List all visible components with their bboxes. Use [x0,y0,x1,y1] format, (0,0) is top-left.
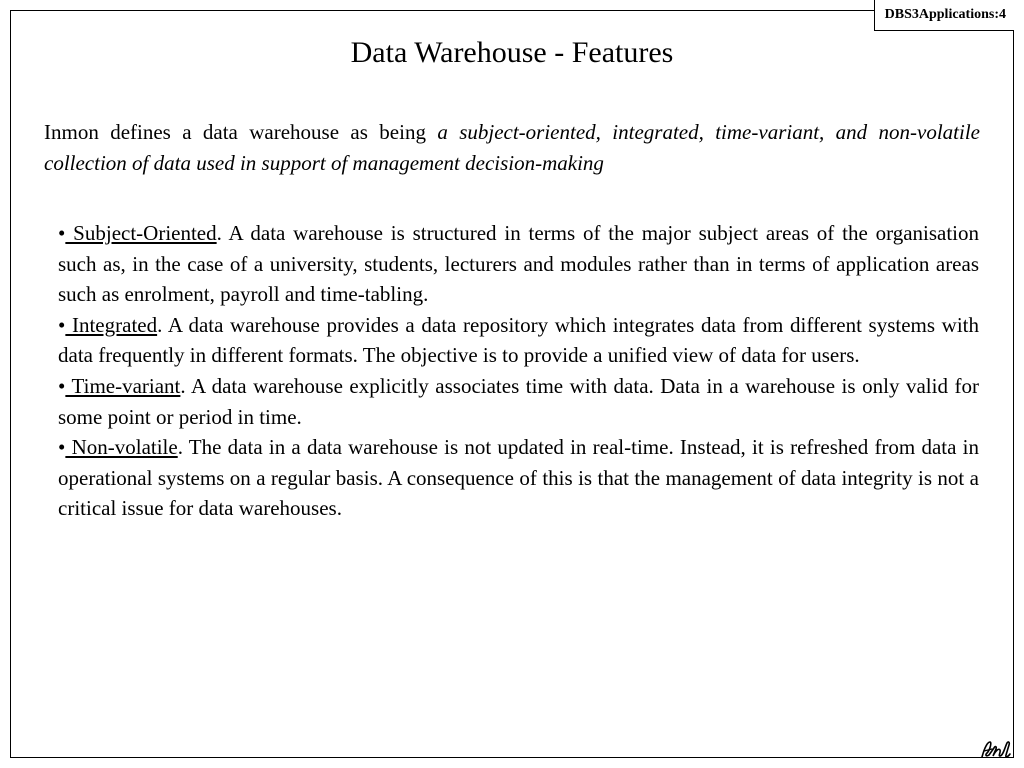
feature-item-time-variant [58,371,979,432]
slide-id-label: DBS3Applications:4 [874,0,1014,31]
feature-list [58,218,979,524]
feature-item-integrated [58,310,979,371]
bullet: • [58,373,66,398]
monogram-logo-icon [980,738,1014,760]
bullet: • [58,435,66,460]
feature-item-subject-oriented [58,218,979,310]
feature-term: Non-volatile [65,435,178,460]
page-title: Data Warehouse - Features [350,36,674,69]
bullet: • [58,221,66,245]
intro-lead-text: Inmon defines a data warehouse as being [44,120,438,144]
intro-definition [44,117,980,179]
feature-description: . A data warehouse is structured in terms of the major subject areas of the organisation such as, in the case of a university, students, lecturers and modules rather than in terms of application areas such as enrolment, payroll and time-tabling. [58,221,980,307]
feature-term: Subject-Oriented [65,221,217,245]
intro-definition-text: a subject-oriented, integrated, time-variant, and non-volatile collection of data used in support of management decision-making [44,120,980,175]
feature-description: . A data warehouse explicitly associates time with data. Data in a warehouse is only valid for some point or period in time. [58,373,979,429]
feature-description: . The data in a data warehouse is not updated in real-time. Instead, it is refreshed from data in operational systems on a regular basis. A consequence of this is that the management of data integrity is not a critical issue for data warehouses. [58,435,980,521]
bullet: • [58,312,66,337]
feature-description: . A data warehouse provides a data repository which integrates data from different systems with data frequently in different formats. The objective is to provide a unified view of data for users. [58,312,979,368]
feature-term: Time-variant [65,373,181,398]
feature-term: Integrated [65,312,158,337]
feature-item-non-volatile [58,432,979,524]
